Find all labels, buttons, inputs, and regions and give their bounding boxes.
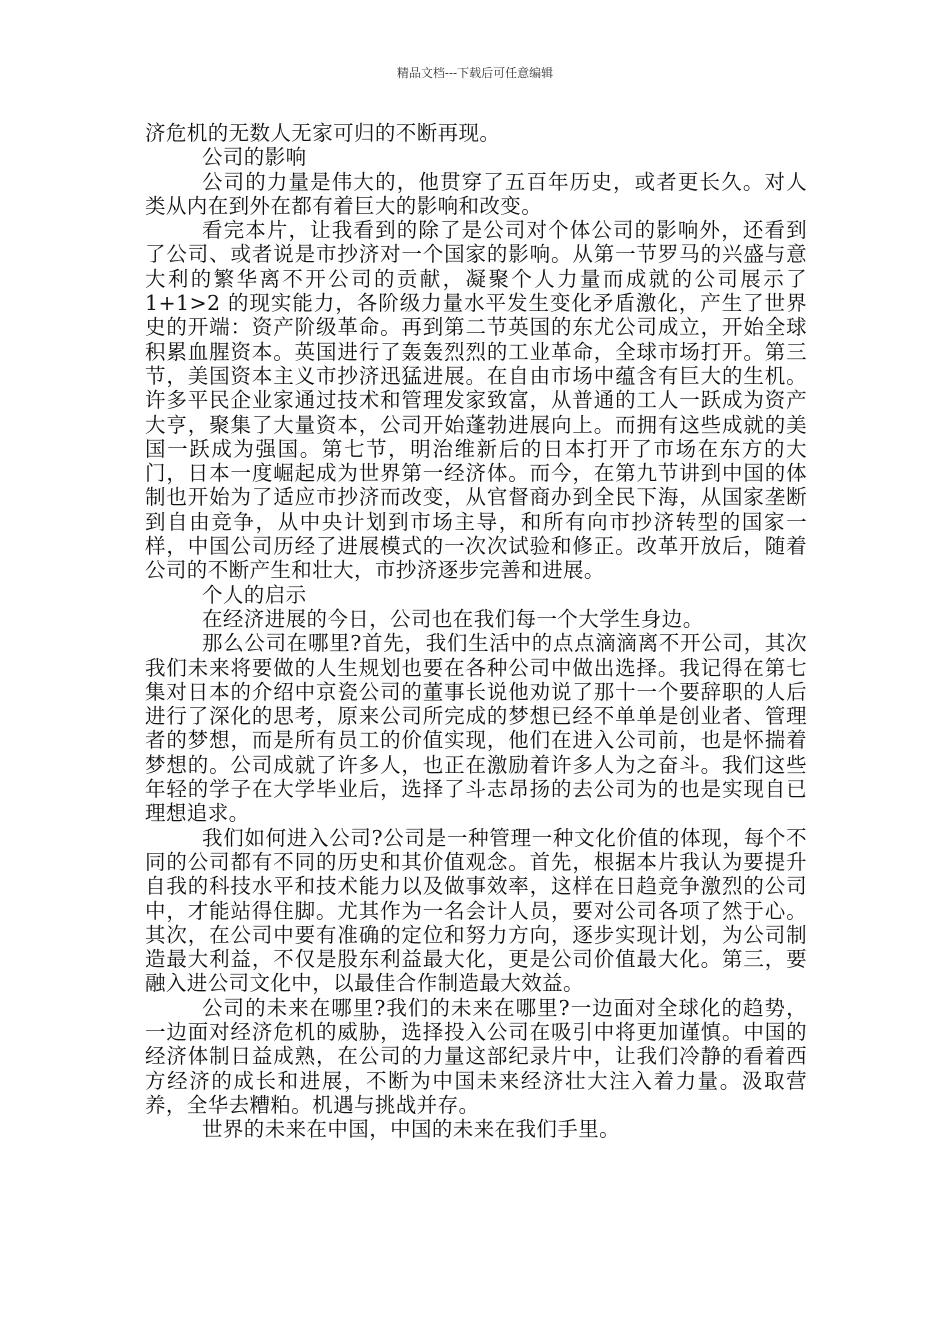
page-header: 精品文档---下载后可任意编辑 bbox=[396, 66, 554, 80]
paragraph: 在经济进展的今日，公司也在我们每一个大学生身边。 bbox=[202, 606, 704, 631]
paragraph: 公司的未来在哪里?我们的未来在哪里?一边面对全球化的趋势，一边面对经济危机的威胁，选择投入公司在吸引中将更加谨慎。中国的经济体制日益成熟，在公司的力量这部纪录片中，让我们冷静的看着西方经济的成长和进展，不断为中国未来经济壮大注入着力量。汲取营养，全华去糟粕。机遇与挑战并存。 bbox=[145, 995, 807, 1117]
paragraph: 我们如何进入公司?公司是一种管理一种文化价值的体现，每个不同的公司都有不同的历史和其价值观念。首先，根据本片我认为要提升自我的科技水平和技术能力以及做事效率，这样在日趋竞争激烈的公司中，才能站得住脚。尤其作为一名会计人员，要对公司各项了然于心。其次，在公司中要有准确的定位和努力方向，逐步实现计划，为公司制造最大利益，不仅是股东利益最大化，更是公司价值最大化。第三，要融入进公司文化中，以最佳合作制造最大效益。 bbox=[145, 825, 807, 996]
section-heading: 个人的启示 bbox=[202, 582, 307, 607]
paragraph: 世界的未来在中国，中国的未来在我们手里。 bbox=[202, 1117, 620, 1142]
document-body bbox=[145, 121, 807, 1141]
paragraph: 看完本片，让我看到的除了是公司对个体公司的影响外，还看到了公司、或者说是市抄济对一个国家的影响。从第一节罗马的兴盛与意大利的繁华离不开公司的贡献，凝聚个人力量而成就的公司展示了 1+1>2 的现实能力，各阶级力量水平发生变化矛盾激化，产生了世界史的开端：资产阶级革命。再到第二节英国的东尤公司成立，开始全球积累血腥资本。英国进行了轰轰烈烈的工业革命，全球市场打开。第三节，美国资本主义市抄济迅猛进展。在自由市场中蕴含有巨大的生机。许多平民企业家通过技术和管理发家致富，从普通的工人一跃成为资产大亨，聚集了大量资本，公司开始蓬勃进展向上。而拥有这些成就的美国一跃成为强国。第七节，明治维新后的日本打开了市场在东方的大门，日本一度崛起成为世界第一经济体。而今，在第九节讲到中国的体制也开始为了适应市抄济而改变，从官督商办到全民下海，从国家垄断到自由竞争，从中央计划到市场主导，和所有向市抄济转型的国家一样，中国公司历经了进展模式的一次次试验和修正。改革开放后，随着公司的不断产生和壮大，市抄济逐步完善和进展。 bbox=[145, 218, 807, 583]
paragraph: 公司的力量是伟大的，他贯穿了五百年历史，或者更长久。对人类从内在到外在都有着巨大的影响和改变。 bbox=[145, 169, 807, 218]
section-heading: 公司的影响 bbox=[202, 145, 307, 170]
paragraph: 济危机的无数人无家可归的不断再现。 bbox=[145, 121, 501, 145]
paragraph: 那么公司在哪里?首先，我们生活中的点点滴滴离不开公司，其次我们未来将要做的人生规划也要在各种公司中做出选择。我记得在第七集对日本的介绍中京瓷公司的董事长说他劝说了那十一个要辞职的人后进行了深化的思考，原来公司所完成的梦想已经不单单是创业者、管理者的梦想，而是所有员工的价值实现，他们在进入公司前，也是怀揣着梦想的。公司成就了许多人，也正在激励着许多人为之奋斗。我们这些年轻的学子在大学毕业后，选择了斗志昂扬的去公司为的也是实现自已理想追求。 bbox=[145, 631, 807, 826]
